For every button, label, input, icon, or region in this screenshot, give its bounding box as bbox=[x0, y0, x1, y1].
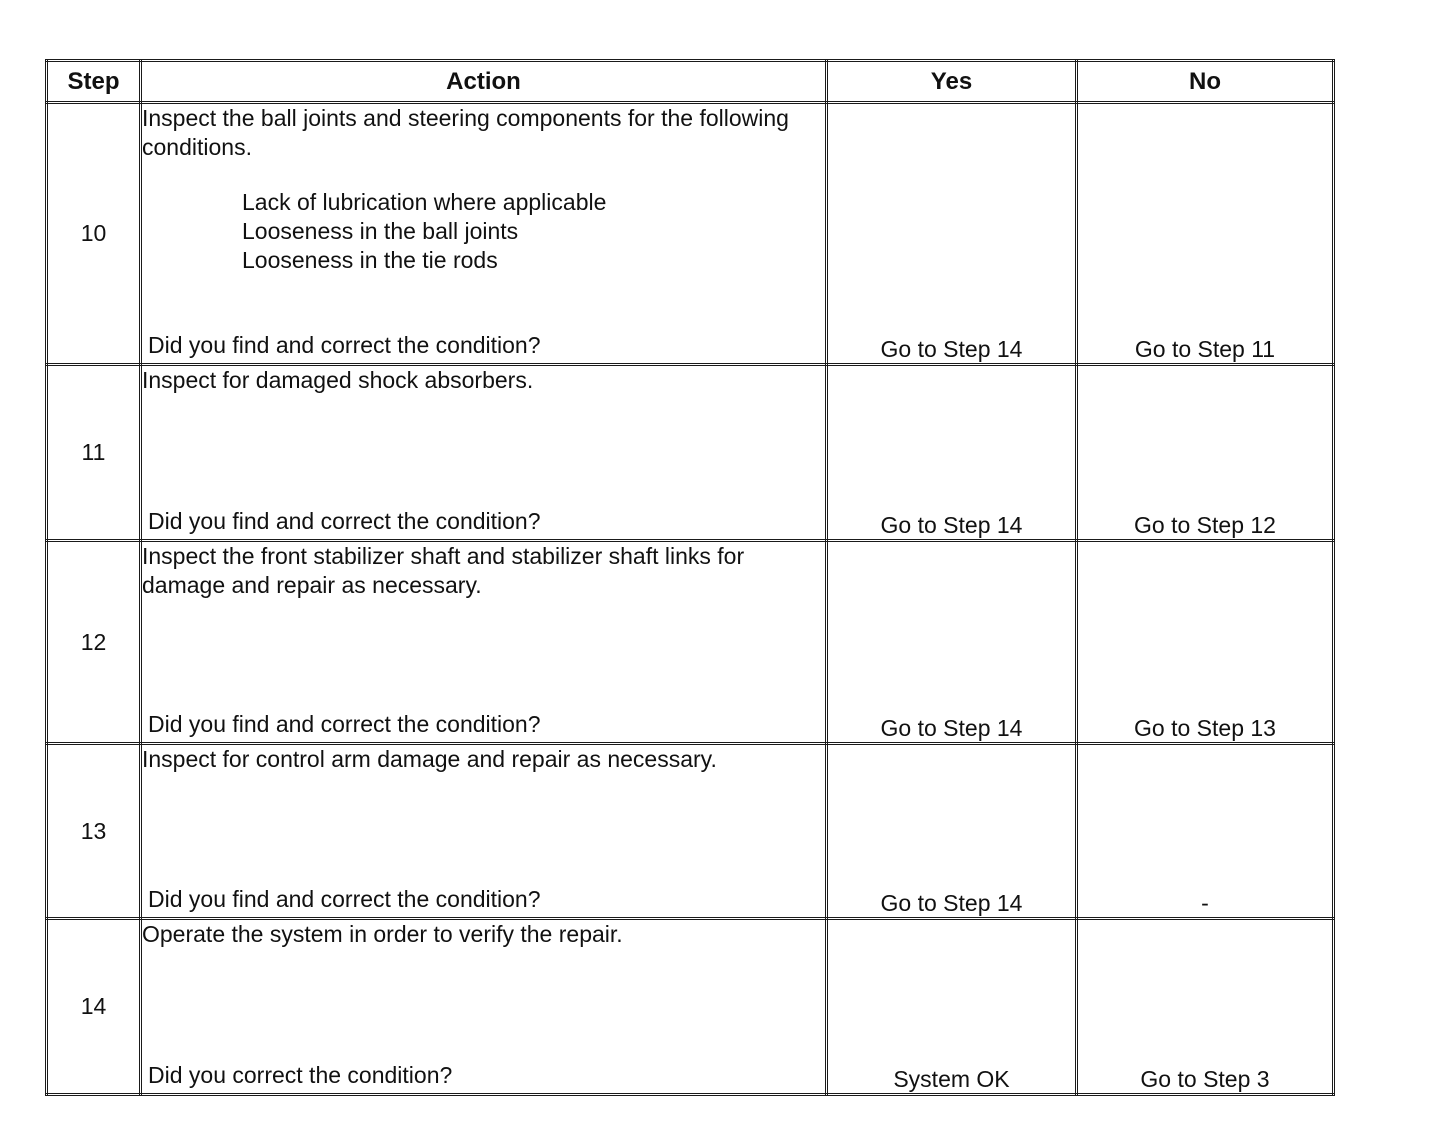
action-cell bbox=[141, 365, 827, 541]
action-question: Did you correct the condition? bbox=[148, 1062, 453, 1088]
header-yes: Yes bbox=[827, 61, 1077, 103]
action-text: Inspect for damaged shock absorbers. bbox=[142, 367, 534, 393]
yes-result: Go to Step 14 bbox=[827, 541, 1077, 744]
action-cell bbox=[141, 103, 827, 365]
no-result: Go to Step 12 bbox=[1077, 365, 1334, 541]
action-text: Operate the system in order to verify the repair. bbox=[142, 921, 623, 947]
header-action: Action bbox=[141, 61, 827, 103]
action-cell bbox=[141, 541, 827, 744]
condition-item: Looseness in the tie rods bbox=[242, 247, 498, 273]
table-row-step-11 bbox=[47, 365, 1334, 541]
action-cell bbox=[141, 919, 827, 1095]
action-text: Inspect for control arm damage and repair as necessary. bbox=[142, 746, 717, 772]
diagnostic-table bbox=[45, 59, 1335, 1096]
action-question: Did you find and correct the condition? bbox=[148, 886, 541, 912]
yes-result: Go to Step 14 bbox=[827, 744, 1077, 919]
condition-item: Looseness in the ball joints bbox=[242, 218, 519, 244]
header-row bbox=[47, 61, 1334, 103]
table-row-step-12 bbox=[47, 541, 1334, 744]
condition-item: Lack of lubrication where applicable bbox=[242, 189, 607, 215]
header-no: No bbox=[1077, 61, 1334, 103]
step-number: 14 bbox=[47, 919, 141, 1095]
table-row-step-13 bbox=[47, 744, 1334, 919]
condition-list bbox=[142, 188, 825, 275]
action-question: Did you find and correct the condition? bbox=[148, 332, 541, 358]
no-result: Go to Step 13 bbox=[1077, 541, 1334, 744]
action-question: Did you find and correct the condition? bbox=[148, 508, 541, 534]
yes-result: Go to Step 14 bbox=[827, 365, 1077, 541]
table-row-step-14 bbox=[47, 919, 1334, 1095]
step-number: 12 bbox=[47, 541, 141, 744]
step-number: 13 bbox=[47, 744, 141, 919]
yes-result: System OK bbox=[827, 919, 1077, 1095]
no-result: Go to Step 11 bbox=[1077, 103, 1334, 365]
step-number: 10 bbox=[47, 103, 141, 365]
action-question: Did you find and correct the condition? bbox=[148, 711, 541, 737]
yes-result: Go to Step 14 bbox=[827, 103, 1077, 365]
no-result: - bbox=[1077, 744, 1334, 919]
no-result: Go to Step 3 bbox=[1077, 919, 1334, 1095]
action-text: Inspect the front stabilizer shaft and stabilizer shaft links for damage and repair as necessary. bbox=[142, 543, 745, 598]
header-step: Step bbox=[47, 61, 141, 103]
action-text: Inspect the ball joints and steering components for the following conditions. bbox=[142, 105, 789, 160]
action-cell bbox=[141, 744, 827, 919]
table-row-step-10 bbox=[47, 103, 1334, 365]
step-number: 11 bbox=[47, 365, 141, 541]
